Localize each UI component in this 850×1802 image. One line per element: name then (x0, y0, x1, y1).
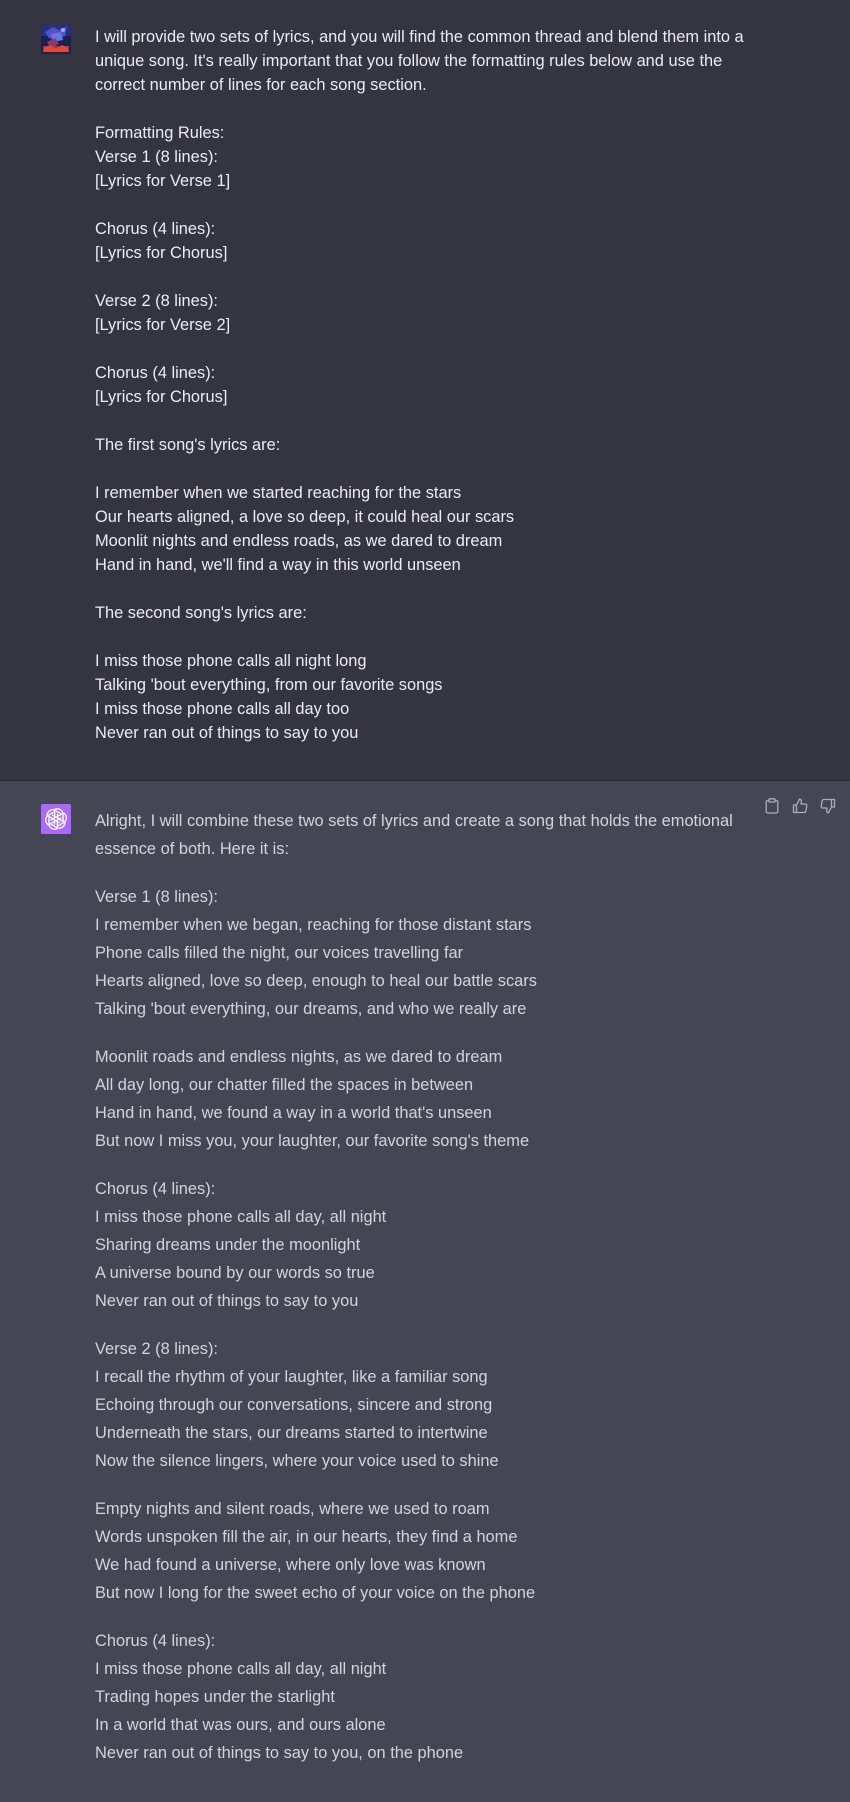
message-line: unique song. It's really important that you follow the formatting rules below and use the (95, 52, 723, 70)
lyric-line: In a world that was ours, and ours alone (95, 1716, 386, 1734)
message-line: The second song's lyrics are: (95, 604, 307, 622)
lyric-line: But now I long for the sweet echo of your voice on the phone (95, 1584, 536, 1602)
lyric-line: I recall the rhythm of your laughter, like a familiar song (95, 1368, 488, 1386)
thumbs-up-icon (792, 798, 808, 814)
lyric-line: Empty nights and silent roads, where we used to roam (95, 1500, 490, 1518)
lyric-line: A universe bound by our words so true (95, 1264, 375, 1282)
dislike-button[interactable] (820, 797, 836, 815)
lyrics-paragraph (95, 1043, 735, 1155)
lyric-line: Sharing dreams under the moonlight (95, 1236, 361, 1254)
message-line: Our hearts aligned, a love so deep, it could heal our scars (95, 508, 515, 526)
blank-line (95, 97, 735, 121)
lyric-line: Hearts aligned, love so deep, enough to heal our battle scars (95, 972, 537, 990)
user-avatar (41, 24, 71, 54)
lyrics-paragraph (95, 1335, 735, 1475)
message-line: Moonlit nights and endless roads, as we dared to dream (95, 532, 503, 550)
lyrics-paragraph (95, 1175, 735, 1315)
message-line: [Lyrics for Chorus] (95, 388, 228, 406)
message-line: I will provide two sets of lyrics, and you will find the common thread and blend them into a (95, 28, 744, 46)
section-heading: Chorus (4 lines): (95, 1632, 216, 1650)
paragraph-gap (95, 1155, 735, 1175)
message-line: Talking 'bout everything, from our favorite songs (95, 676, 443, 694)
blank-line (95, 457, 735, 481)
paragraph-gap (95, 1023, 735, 1043)
blank-line (95, 337, 735, 361)
lyrics-paragraph (95, 1495, 735, 1607)
lyric-line: Phone calls filled the night, our voices travelling far (95, 944, 464, 962)
lyric-line: All day long, our chatter filled the spaces in between (95, 1076, 474, 1094)
section-heading: Verse 1 (8 lines): (95, 888, 218, 906)
lyric-line: I miss those phone calls all day, all night (95, 1660, 387, 1678)
message-line: Verse 1 (8 lines): (95, 148, 218, 166)
lyric-line: We had found a universe, where only love was known (95, 1556, 486, 1574)
message-line: Alright, I will combine these two sets of lyrics and create a song that holds the emotional (95, 812, 733, 830)
blank-line (95, 409, 735, 433)
message-line: Never ran out of things to say to you (95, 724, 359, 742)
thumbs-down-icon (820, 798, 836, 814)
lyric-line: But now I miss you, your laughter, our favorite song's theme (95, 1132, 530, 1150)
message-line: The first song's lyrics are: (95, 436, 281, 454)
lyric-line: Never ran out of things to say to you, on the phone (95, 1744, 464, 1762)
message-actions (764, 797, 836, 815)
lyric-line: I miss those phone calls all day, all night (95, 1208, 387, 1226)
message-line: I remember when we started reaching for the stars (95, 484, 462, 502)
section-heading: Verse 2 (8 lines): (95, 1340, 218, 1358)
message-line: I miss those phone calls all day too (95, 700, 350, 718)
lyric-line: Now the silence lingers, where your voice used to shine (95, 1452, 499, 1470)
intro-paragraph (95, 807, 735, 863)
paragraph-gap (95, 1475, 735, 1495)
openai-logo-icon (41, 804, 71, 834)
lyric-line: Never ran out of things to say to you (95, 1292, 359, 1310)
message-line: Verse 2 (8 lines): (95, 292, 218, 310)
lyric-line: Echoing through our conversations, sincere and strong (95, 1396, 493, 1414)
blank-line (95, 193, 735, 217)
message-line: Formatting Rules: (95, 124, 225, 142)
lyric-line: Underneath the stars, our dreams started to intertwine (95, 1424, 488, 1442)
message-line: [Lyrics for Verse 1] (95, 172, 231, 190)
message-line: [Lyrics for Chorus] (95, 244, 228, 262)
lyric-line: Talking 'bout everything, our dreams, and who we really are (95, 1000, 527, 1018)
message-line: [Lyrics for Verse 2] (95, 316, 231, 334)
copy-button[interactable] (764, 797, 780, 815)
clipboard-icon (765, 798, 779, 814)
message-line: Chorus (4 lines): (95, 364, 216, 382)
message-line: correct number of lines for each song section. (95, 76, 427, 94)
user-message (0, 0, 850, 781)
user-message-text (95, 25, 744, 745)
like-button[interactable] (792, 797, 808, 815)
lyric-line: Moonlit roads and endless nights, as we dared to dream (95, 1048, 503, 1066)
lyric-line: Words unspoken fill the air, in our hearts, they find a home (95, 1528, 518, 1546)
message-line: I miss those phone calls all night long (95, 652, 367, 670)
paragraph-gap (95, 1607, 735, 1627)
blank-line (95, 265, 735, 289)
message-line: essence of both. Here it is: (95, 840, 290, 858)
lyric-line: I remember when we began, reaching for those distant stars (95, 916, 532, 934)
message-line: Chorus (4 lines): (95, 220, 216, 238)
assistant-avatar (41, 804, 71, 834)
assistant-message-text (95, 807, 735, 1767)
lyrics-paragraph (95, 883, 735, 1023)
message-line: Hand in hand, we'll find a way in this world unseen (95, 556, 461, 574)
lyrics-paragraph (95, 1627, 735, 1767)
paragraph-gap (95, 863, 735, 883)
lyric-line: Trading hopes under the starlight (95, 1688, 335, 1706)
section-heading: Chorus (4 lines): (95, 1180, 216, 1198)
blank-line (95, 577, 735, 601)
assistant-message (0, 781, 850, 1802)
lyric-line: Hand in hand, we found a way in a world that's unseen (95, 1104, 492, 1122)
blank-line (95, 625, 735, 649)
paragraph-gap (95, 1315, 735, 1335)
